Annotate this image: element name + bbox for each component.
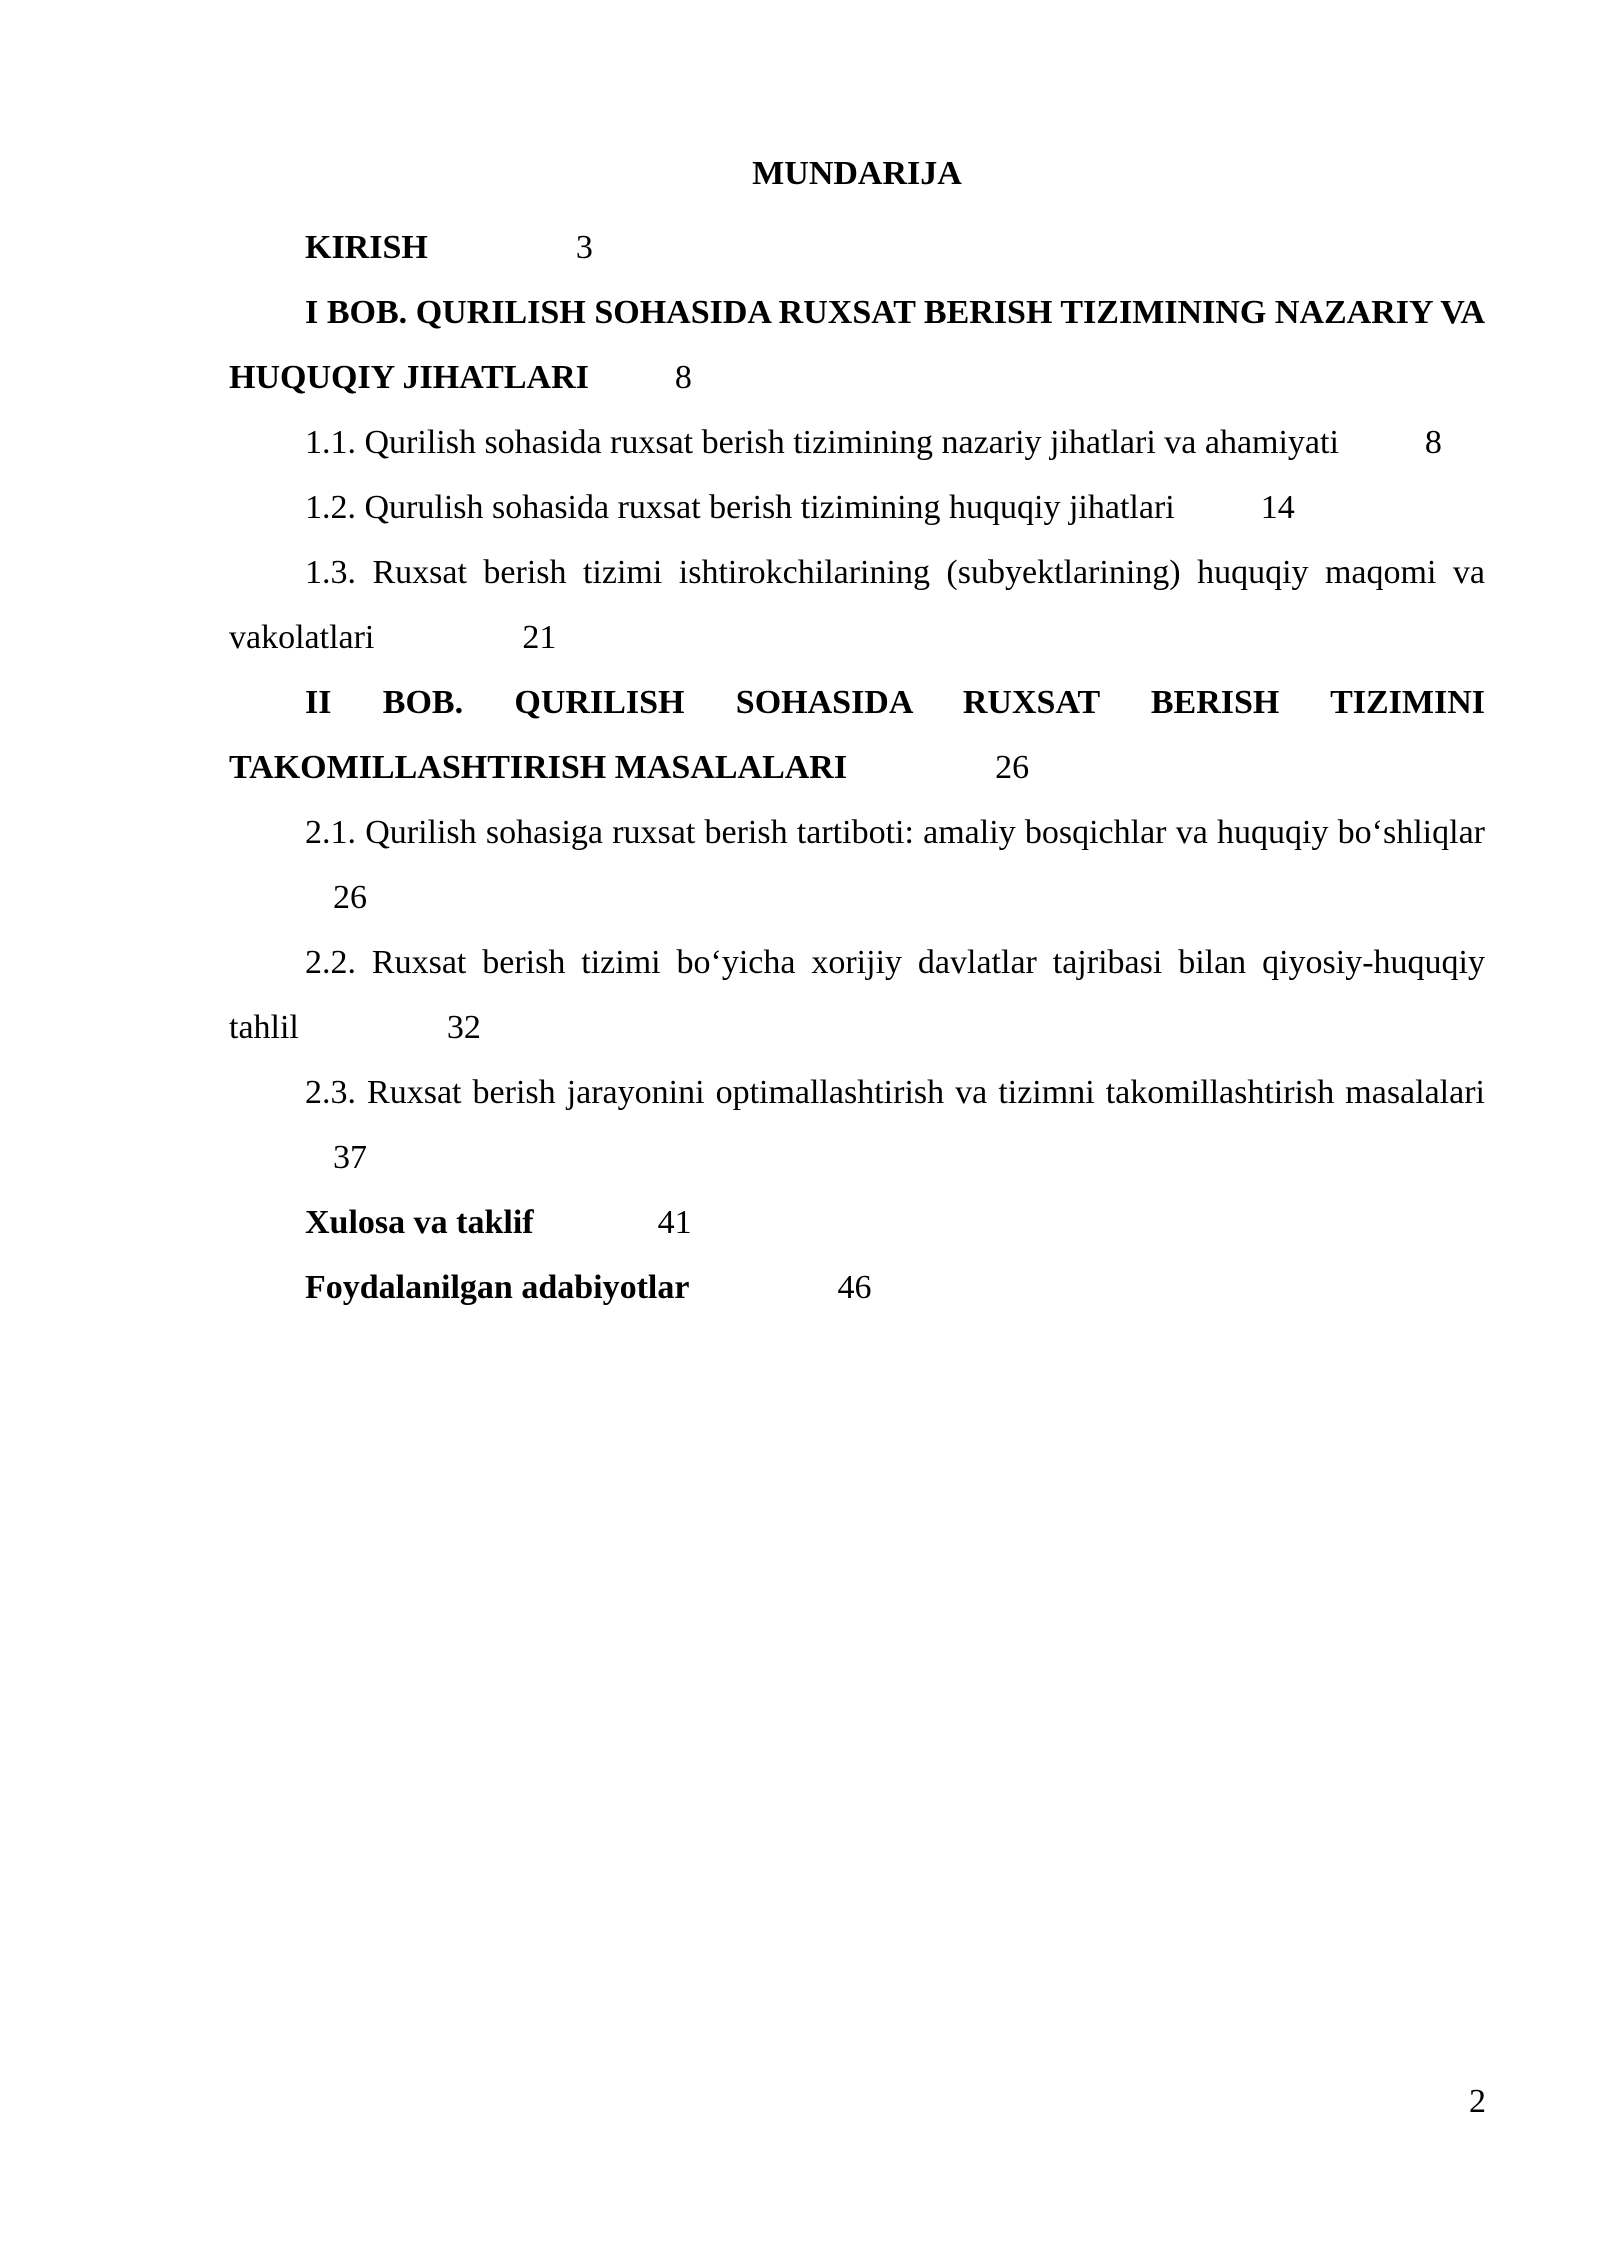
- toc-entry-title: 1.1. Qurilish sohasida ruxsat berish tizimining nazariy jihatlari va ahamiyati: [305, 424, 1339, 461]
- toc-entry-title: 2.3. Ruxsat berish jarayonini optimallashtirish va tizimni takomillashtirish masalalari: [305, 1074, 1485, 1111]
- toc-entry-page: 32: [446, 1009, 481, 1046]
- toc-entry-section-1-2[interactable]: [229, 475, 1485, 540]
- toc-entry-conclusion[interactable]: [229, 1190, 1485, 1255]
- toc-entry-page: 26: [995, 749, 1030, 786]
- toc-entry-page: 14: [1260, 489, 1295, 526]
- toc-entry-title: KIRISH: [305, 229, 428, 266]
- table-of-contents: [229, 215, 1485, 1320]
- toc-entry-page: 37: [333, 1139, 367, 1176]
- toc-entry-title: 1.3. Ruxsat berish tizimi ishtirokchilarining (subyektlarining) huquqiy maqomi va vakolatlari: [229, 554, 1485, 656]
- toc-entry-page: 8: [1424, 424, 1442, 461]
- toc-entry-section-2-3[interactable]: [229, 1060, 1485, 1190]
- toc-entry-title: Xulosa va taklif: [305, 1204, 534, 1241]
- toc-entry-page: 46: [837, 1269, 872, 1306]
- page-number: 2: [1469, 2083, 1486, 2120]
- toc-entry-section-1-3[interactable]: [229, 540, 1485, 670]
- toc-entry-page: 8: [674, 359, 692, 396]
- toc-entry-section-2-1[interactable]: [229, 800, 1485, 930]
- toc-entry-page: 41: [657, 1204, 692, 1241]
- toc-entry-references[interactable]: [229, 1255, 1485, 1320]
- toc-entry-title: I BOB. QURILISH SOHASIDA RUXSAT BERISH TIZIMINING NAZARIY VA HUQUQIY JIHATLARI: [229, 294, 1485, 396]
- toc-entry-chapter-2[interactable]: [229, 670, 1485, 800]
- toc-entry-title: II BOB. QURILISH SOHASIDA RUXSAT BERISH TIZIMINI TAKOMILLASHTIRISH MASALALARI: [229, 684, 1485, 786]
- toc-entry-kirish[interactable]: [229, 215, 1485, 280]
- toc-entry-title: 1.2. Qurulish sohasida ruxsat berish tizimining huquqiy jihatlari: [305, 489, 1175, 526]
- toc-entry-title: 2.1. Qurilish sohasiga ruxsat berish tartiboti: amaliy bosqichlar va huquqiy bo‘shliqlar: [305, 814, 1485, 851]
- toc-entry-page: 3: [575, 229, 593, 266]
- toc-entry-page: 21: [522, 619, 557, 656]
- toc-entry-section-2-2[interactable]: [229, 930, 1485, 1060]
- toc-title: MUNDARIJA: [752, 155, 962, 192]
- toc-entry-page: 26: [333, 879, 367, 916]
- toc-entry-title: 2.2. Ruxsat berish tizimi bo‘yicha xorijiy davlatlar tajribasi bilan qiyosiy-huquqiy tahlil: [229, 944, 1485, 1046]
- toc-entry-title: Foydalanilgan adabiyotlar: [305, 1269, 690, 1306]
- toc-entry-chapter-1[interactable]: [229, 280, 1485, 410]
- toc-entry-section-1-1[interactable]: [229, 410, 1485, 475]
